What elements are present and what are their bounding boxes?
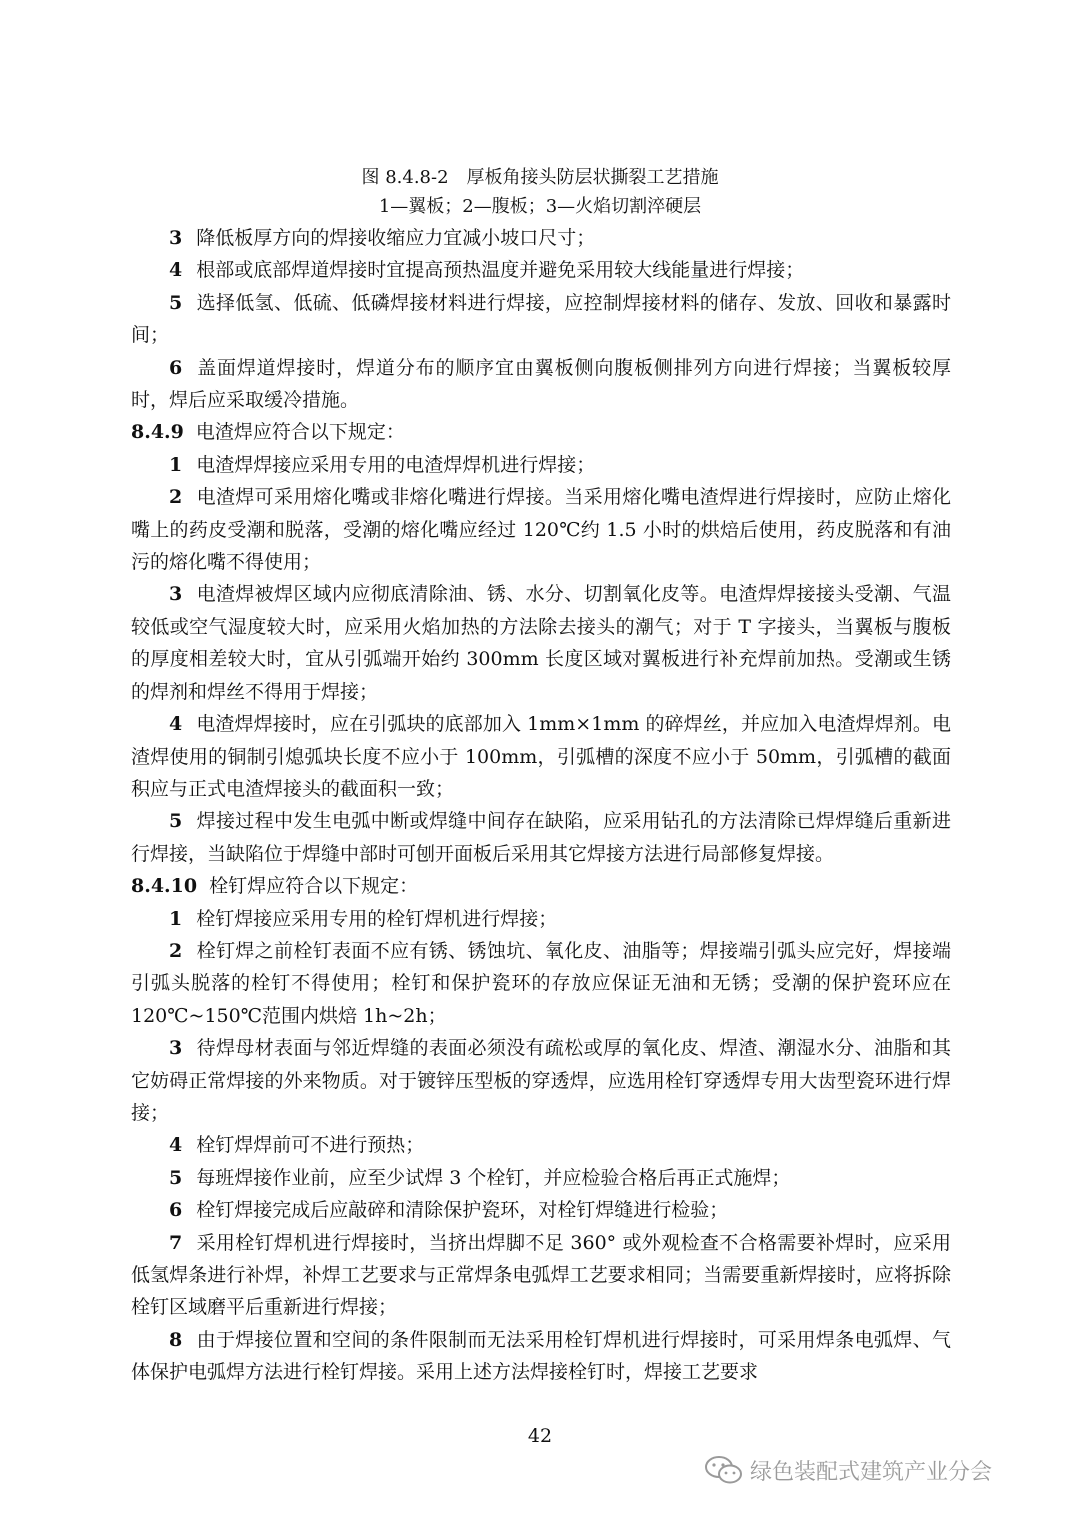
item-number: 1 bbox=[169, 453, 183, 476]
list-item bbox=[131, 222, 951, 254]
paragraph-text: 电渣焊被焊区域内应彻底清除油、锈、水分、切割氧化皮等。电渣焊焊接接头受潮、气温较低或空气湿度较大时，应采用火焰加热的方法除去接头的潮气；对于 T 字接头，当翼板与腹板的厚度相差较大时，宜从引弧端开始约 300mm 长度区域对翼板进行补充焊前加热。受潮或生锈的焊剂和焊丝不得用于焊接； bbox=[131, 583, 951, 703]
list-item bbox=[131, 935, 951, 1032]
paragraph-text: 栓钉焊之前栓钉表面不应有锈、锈蚀坑、氧化皮、油脂等；焊接端引弧头应完好，焊接端引弧头脱落的栓钉不得使用；栓钉和保护瓷环的存放应保证无油和无锈；受潮的保护瓷环应在 120℃~150℃范围内烘焙 1h~2h； bbox=[131, 939, 951, 1027]
item-number: 4 bbox=[169, 1134, 183, 1157]
paragraph-text: 焊接过程中发生电弧中断或焊缝中间存在缺陷，应采用钻孔的方法清除已焊焊缝后重新进行焊接，当缺陷位于焊缝中部时可刨开面板后采用其它焊接方法进行局部修复焊接。 bbox=[131, 810, 951, 865]
list-item bbox=[131, 1129, 951, 1161]
list-item bbox=[131, 449, 951, 481]
item-number: 7 bbox=[169, 1231, 183, 1254]
paragraph-text: 电渣焊可采用熔化嘴或非熔化嘴进行焊接。当采用熔化嘴电渣焊进行焊接时，应防止熔化嘴上的药皮受潮和脱落，受潮的熔化嘴应经过 120℃约 1.5 小时的烘焙后使用，药皮脱落和有油污的熔化嘴不得使用； bbox=[131, 486, 951, 574]
paragraph-text: 栓钉焊应符合以下规定： bbox=[209, 875, 419, 898]
paragraph-text: 采用栓钉焊机进行焊接时，当挤出焊脚不足 360° 或外观检查不合格需要补焊时，应采用低氢焊条进行补焊，补焊工艺要求与正常焊条电弧焊工艺要求相同；当需要重新焊接时，应将拆除栓钉区域磨平后重新进行焊接； bbox=[131, 1231, 951, 1319]
item-number: 3 bbox=[169, 583, 183, 606]
item-number: 2 bbox=[169, 486, 183, 509]
item-number: 4 bbox=[169, 713, 183, 736]
paragraph-text: 栓钉焊焊前可不进行预热； bbox=[196, 1134, 425, 1157]
paragraph-text: 电渣焊焊接时，应在引弧块的底部加入 1mm×1mm 的碎焊丝，并应加入电渣焊焊剂。电渣焊使用的铜制引熄弧块长度不应小于 100mm，引弧槽的深度不应小于 50mm，引弧槽的截面积应与正式电渣焊接头的截面积一致； bbox=[131, 713, 951, 800]
paragraph-text: 电渣焊应符合以下规定： bbox=[195, 421, 405, 444]
paragraph-text: 待焊母材表面与邻近焊缝的表面必须没有疏松或厚的氧化皮、焊渣、潮湿水分、油脂和其它妨碍正常焊接的外来物质。对于镀锌压型板的穿透焊，应选用栓钉穿透焊专用大齿型瓷环进行焊接； bbox=[131, 1037, 951, 1124]
section-heading bbox=[131, 870, 951, 902]
item-number: 5 bbox=[169, 810, 183, 833]
list-item bbox=[131, 481, 951, 578]
list-item bbox=[131, 352, 951, 417]
list-item bbox=[131, 1227, 951, 1324]
item-number: 6 bbox=[169, 1199, 183, 1222]
section-number: 8.4.10 bbox=[131, 875, 198, 898]
paragraph-text: 降低板厚方向的焊接收缩应力宜减小坡口尺寸； bbox=[196, 227, 596, 249]
paragraph-text: 盖面焊道焊接时，焊道分布的顺序宜由翼板侧向腹板侧排列方向进行焊接；当翼板较厚时，焊后应采取缓冷措施。 bbox=[131, 356, 951, 412]
item-number: 5 bbox=[169, 1166, 183, 1189]
page-number: 42 bbox=[527, 1425, 553, 1447]
section-heading bbox=[131, 416, 951, 448]
list-item bbox=[131, 578, 951, 708]
list-item bbox=[131, 1032, 951, 1129]
paragraph-text: 由于焊接位置和空间的条件限制而无法采用栓钉焊机进行焊接时，可采用焊条电弧焊、气体保护电弧焊方法进行栓钉焊接。采用上述方法焊接栓钉时，焊接工艺要求 bbox=[131, 1328, 951, 1384]
figure-caption: 图 8.4.8-2 厚板角接头防层状撕裂工艺措施 bbox=[361, 167, 719, 188]
list-item bbox=[131, 1324, 951, 1389]
list-item bbox=[131, 805, 951, 870]
section-number: 8.4.9 bbox=[131, 421, 184, 444]
wechat-icon bbox=[704, 1454, 744, 1486]
paragraph-text: 电渣焊焊接应采用专用的电渣焊焊机进行焊接； bbox=[196, 453, 596, 476]
document-body bbox=[131, 222, 951, 1389]
item-number: 1 bbox=[169, 907, 183, 930]
list-item bbox=[131, 287, 951, 352]
list-item bbox=[131, 1162, 951, 1194]
list-item bbox=[131, 903, 951, 935]
list-item bbox=[131, 1194, 951, 1226]
item-number: 8 bbox=[169, 1328, 183, 1351]
list-item bbox=[131, 708, 951, 805]
paragraph-text: 栓钉焊接应采用专用的栓钉焊机进行焊接； bbox=[196, 907, 558, 930]
item-number: 3 bbox=[169, 1037, 183, 1060]
watermark-text: 绿色装配式建筑产业分会 bbox=[750, 1459, 993, 1485]
paragraph-text: 选择低氢、低硫、低磷焊接材料进行焊接，应控制焊接材料的储存、发放、回收和暴露时间； bbox=[131, 291, 951, 347]
paragraph-text: 根部或底部焊道焊接时宜提高预热温度并避免采用较大线能量进行焊接； bbox=[196, 259, 805, 282]
paragraph-text: 栓钉焊接完成后应敲碎和清除保护瓷环，对栓钉焊缝进行检验； bbox=[196, 1199, 729, 1222]
paragraph-text: 每班焊接作业前，应至少试焊 3 个栓钉，并应检验合格后再正式施焊； bbox=[196, 1166, 791, 1189]
item-number: 4 bbox=[169, 259, 183, 282]
item-number: 3 bbox=[169, 227, 183, 249]
figure-legend: 1—翼板；2—腹板；3—火焰切割淬硬层 bbox=[378, 196, 702, 217]
list-item bbox=[131, 254, 951, 286]
item-number: 2 bbox=[169, 939, 183, 962]
item-number: 5 bbox=[169, 291, 183, 314]
watermark bbox=[704, 1454, 992, 1486]
item-number: 6 bbox=[169, 356, 183, 379]
